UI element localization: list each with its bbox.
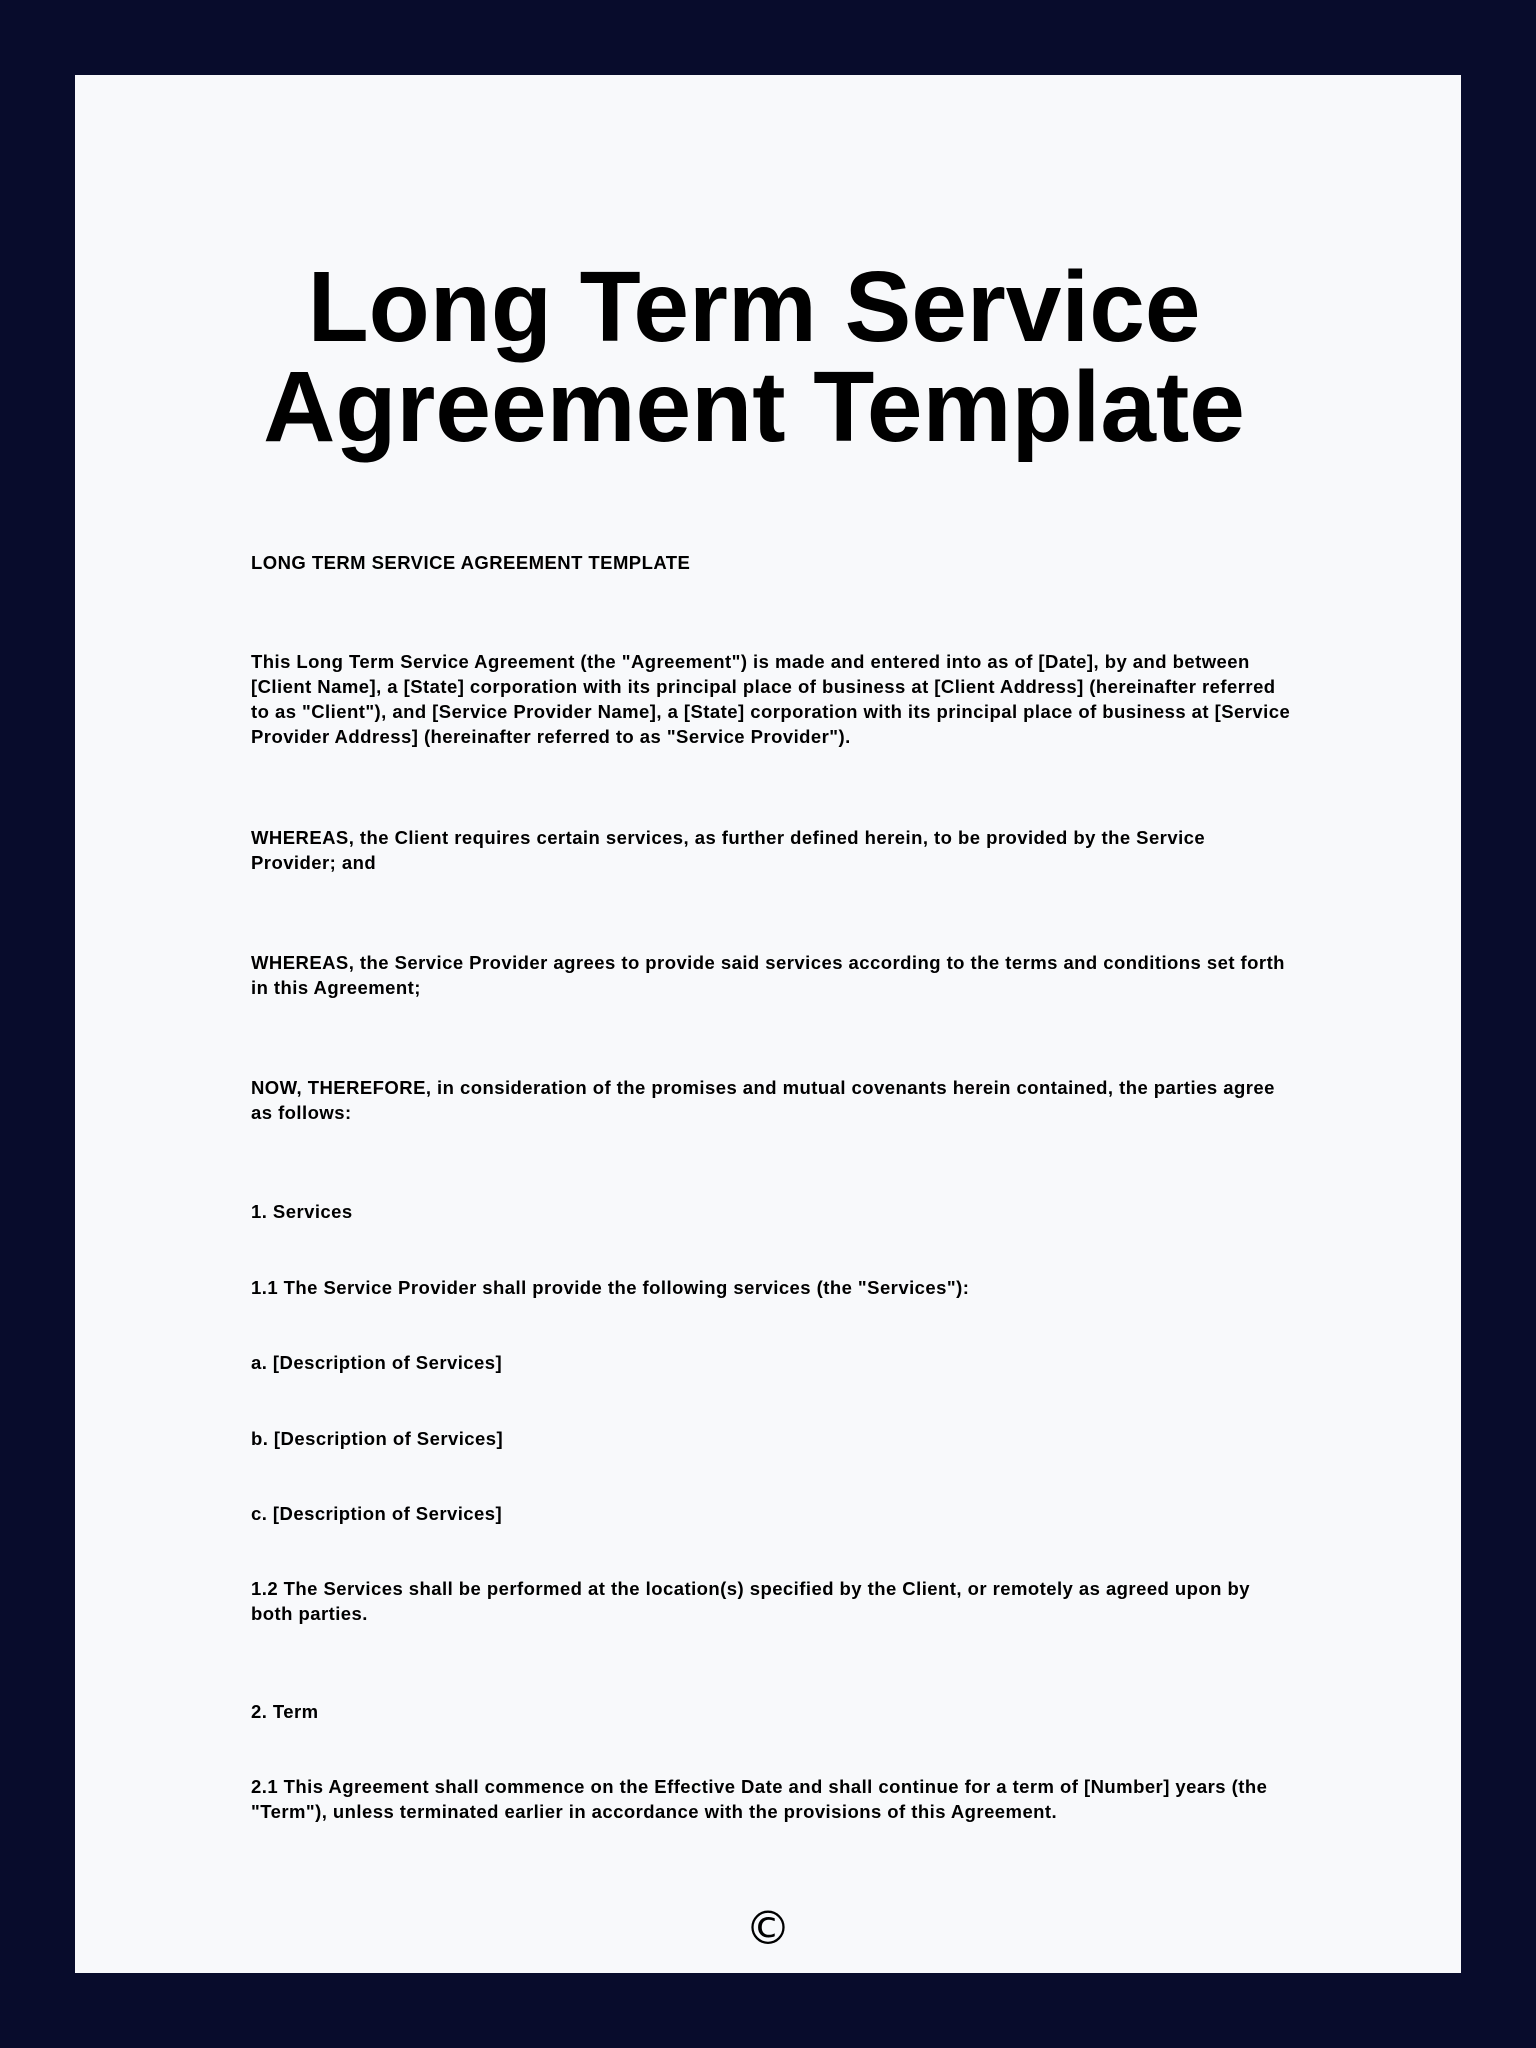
document-subheading: LONG TERM SERVICE AGREEMENT TEMPLATE (251, 552, 691, 573)
document-title (251, 251, 1285, 463)
title-line-2: Agreement Template (263, 351, 1245, 463)
whereas-paragraph-2: WHEREAS, the Service Provider agrees to provide said services according to the terms and conditions set forth in this Agreement; (251, 952, 1285, 998)
whereas-paragraph-1: WHEREAS, the Client requires certain services, as further defined herein, to be provided by the Service Provider; and (251, 827, 1206, 873)
intro-paragraph: This Long Term Service Agreement (the "Agreement") is made and entered into as of [Date], by and between [Client Name], a [State] corporation with its principal place of business at [Client Address] (hereinafter referred to as "Client"), and [Service Provider Name], a [State] corporation with its principal place of business at [Service Provider Address] (hereinafter referred to as "Service Provider"). (251, 651, 1291, 747)
service-item-b: b. [Description of Services] (251, 1428, 504, 1449)
clause-1-2: 1.2 The Services shall be performed at the location(s) specified by the Client, or remotely as agreed upon by both parties. (251, 1578, 1250, 1624)
service-item-a: a. [Description of Services] (251, 1352, 503, 1373)
clause-1-1: 1.1 The Service Provider shall provide the following services (the "Services"): (251, 1277, 970, 1298)
clause-2-1: 2.1 This Agreement shall commence on the Effective Date and shall continue for a term of [Number] years (the "Term"), unless terminated earlier in accordance with the provisions of this Agreement. (251, 1776, 1268, 1822)
document-page (75, 75, 1461, 1973)
section-heading-services: 1. Services (251, 1201, 353, 1222)
now-therefore-paragraph: NOW, THEREFORE, in consideration of the promises and mutual covenants herein contained, the parties agree as follows: (251, 1077, 1275, 1123)
copyright-icon: © (745, 1901, 791, 1955)
service-item-c: c. [Description of Services] (251, 1503, 503, 1524)
section-heading-term: 2. Term (251, 1701, 319, 1722)
title-line-1: Long Term Service (307, 251, 1201, 363)
